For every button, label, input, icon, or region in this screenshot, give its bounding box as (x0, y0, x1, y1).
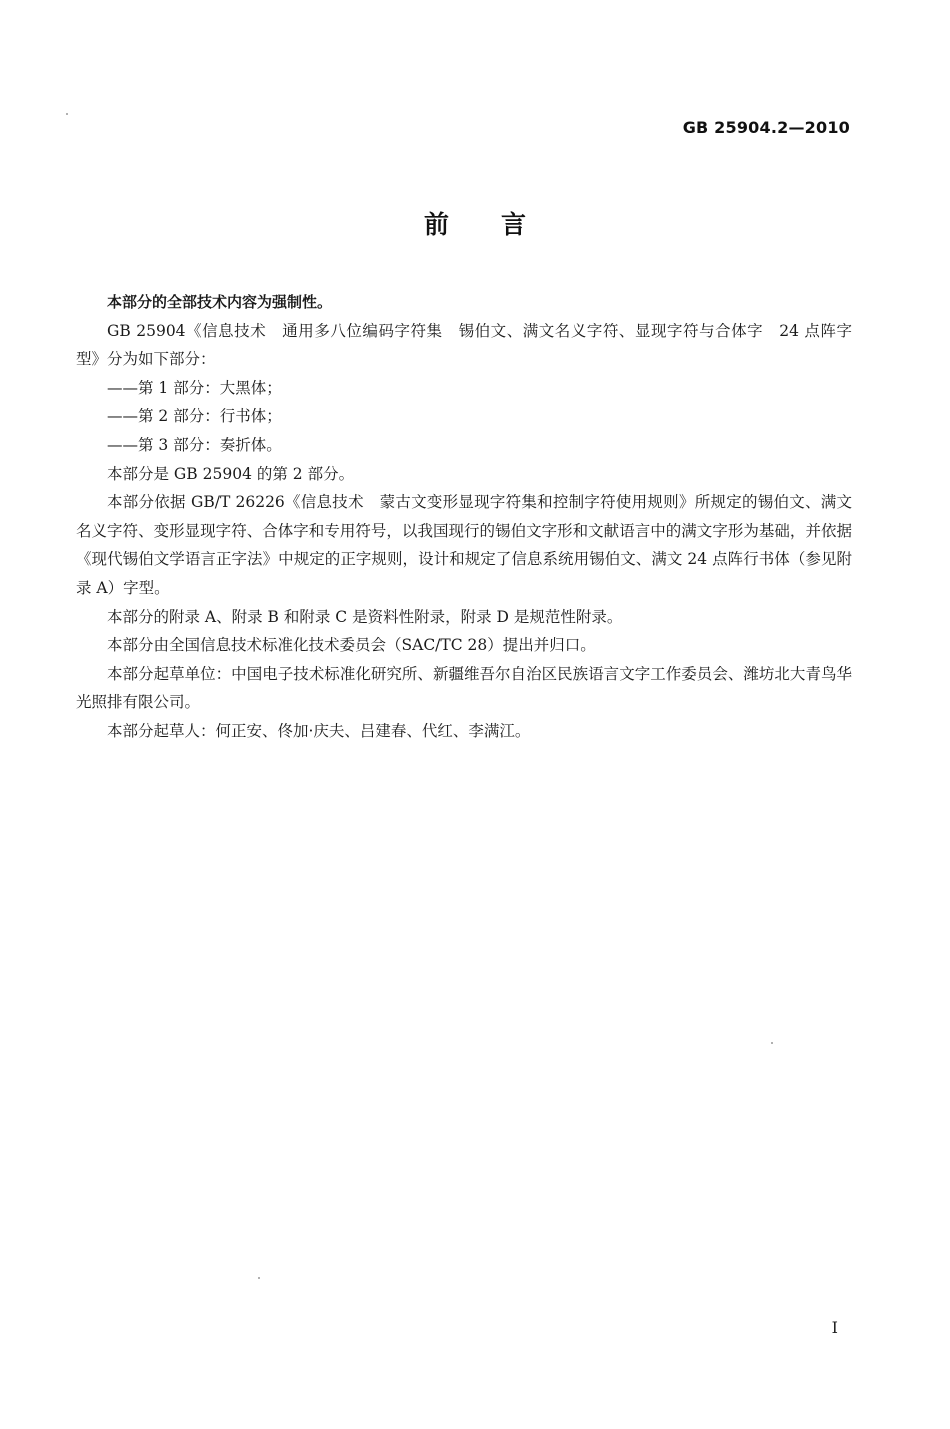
mandatory-statement: 本部分的全部技术内容为强制性。 (107, 293, 333, 311)
scan-speck (771, 1042, 773, 1044)
drafting-units-paragraph: 本部分起草单位：中国电子技术标准化研究所、新疆维吾尔自治区民族语言文字工作委员会、潍坊北大青鸟华光照排有限公司。 (76, 664, 852, 712)
standard-code: GB 25904.2—2010 (682, 118, 850, 137)
scan-speck (258, 1277, 260, 1279)
part-list-item-3: ——第 3 部分：奏折体。 (107, 435, 282, 454)
appendix-paragraph: 本部分的附录 A、附录 B 和附录 C 是资料性附录，附录 D 是规范性附录。 (107, 607, 623, 626)
part-list-item-1: ——第 1 部分：大黑体； (107, 378, 282, 397)
foreword-body (76, 288, 852, 746)
page-number: I (831, 1318, 838, 1337)
drafters-paragraph: 本部分起草人：何正安、佟加·庆夫、吕建春、代红、李满江。 (107, 721, 531, 740)
scan-speck (66, 113, 68, 115)
part-statement: 本部分是 GB 25904 的第 2 部分。 (107, 464, 355, 483)
committee-paragraph: 本部分由全国信息技术标准化技术委员会（SAC/TC 28）提出并归口。 (107, 636, 596, 655)
part-list-item-2: ——第 2 部分：行书体； (107, 407, 282, 426)
page-title: 前言 (423, 210, 578, 239)
basis-paragraph: 本部分依据 GB/T 26226《信息技术 蒙古文变形显现字符集和控制字符使用规则》所规定的锡伯文、满文名义字符、变形显现字符、合体字和专用符号，以我国现行的锡伯文字形和文献语言中的满文字形为基础，并依据《现代锡伯文学语言正字法》中规定的正字规则，设计和规定了信息系统用锡伯文、满文 24 点阵行书体（参见附录 A）字型。 (76, 493, 852, 597)
series-description: GB 25904《信息技术 通用多八位编码字符集 锡伯文、满文名义字符、显现字符与合体字 24 点阵字型》分为如下部分： (76, 321, 852, 369)
